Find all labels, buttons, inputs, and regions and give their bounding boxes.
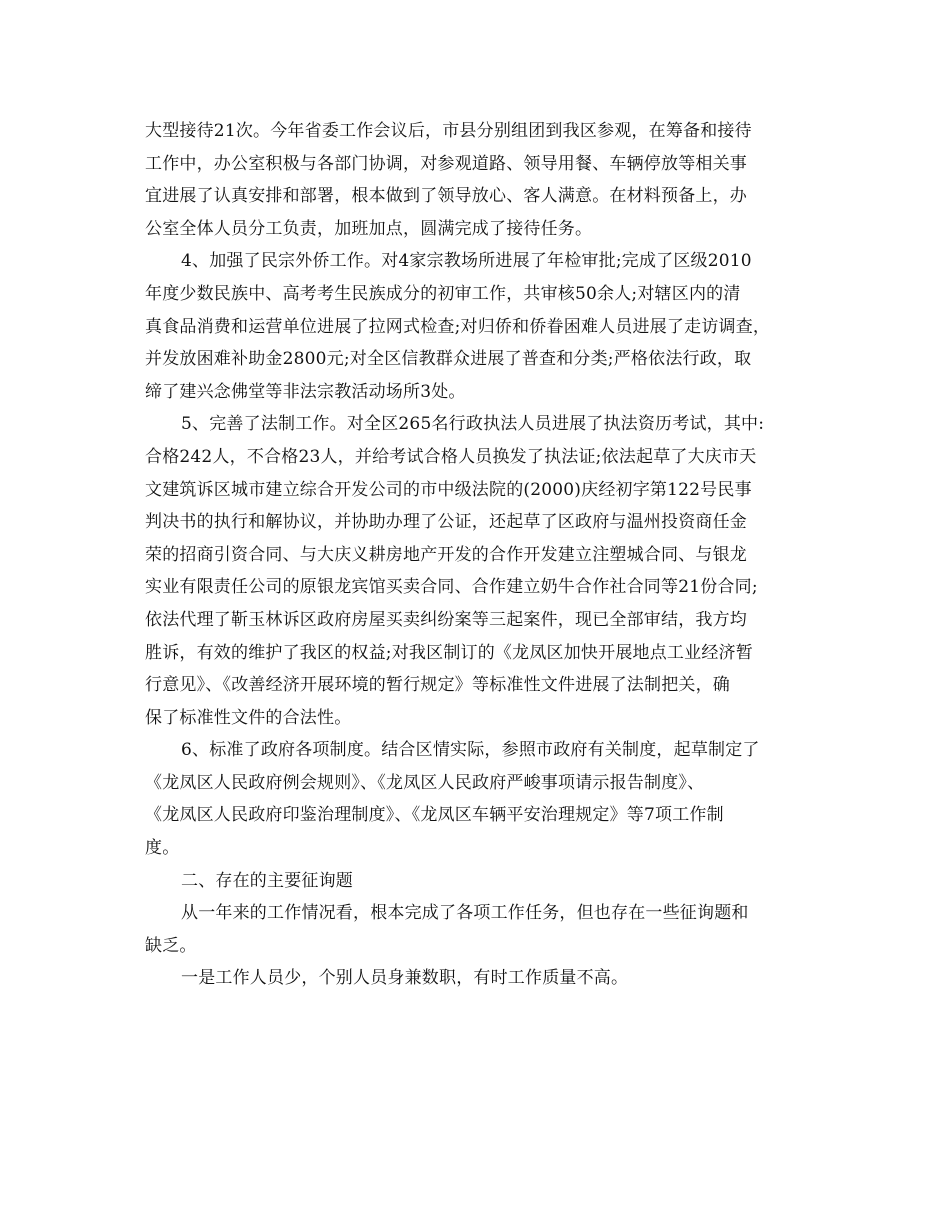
text-line: 工作中，办公室积极与各部门协调，对参观道路、领导用餐、车辆停放等相关事	[145, 153, 747, 174]
text-line: 文建筑诉区城市建立综合开发公司的市中级法院的(2000)庆经初字第122号民事	[145, 479, 752, 500]
text-line: 依法代理了靳玉林诉区政府房屋买卖纠纷案等三起案件，现已全部审结，我方均	[145, 609, 747, 630]
text-line: 大型接待21次。今年省委工作会议后，市县分别组团到我区参观，在筹备和接待	[145, 121, 752, 141]
text-line: 《龙凤区人民政府例会规则》、《龙凤区人民政府严峻事项请示报告制度》、	[145, 772, 705, 793]
text-line: 从一年来的工作情况看，根本完成了各项工作任务，但也存在一些征询题和	[181, 903, 749, 924]
text-line: 二、存在的主要征询题	[181, 870, 353, 891]
text-line: 判决书的执行和解协议，并协助办理了公证，还起草了区政府与温州投资商任金	[145, 512, 747, 533]
text-line: 保了标准性文件的合法性。	[145, 707, 352, 728]
text-line: 并发放困难补助金2800元;对全区信教群众进展了普查和分类;严格依法行政，取	[145, 349, 752, 370]
text-line: 一是工作人员少，个别人员身兼数职，有时工作质量不高。	[181, 968, 629, 989]
text-line: 年度少数民族中、高考考生民族成分的初审工作，共审核50余人;对辖区内的清	[145, 283, 741, 304]
text-line: 《龙凤区人民政府印鉴治理制度》、《龙凤区车辆平安治理规定》等7项工作制	[145, 805, 724, 826]
text-line: 真食品消费和运营单位进展了拉网式检查;对归侨和侨眷困难人员进展了走访调查，	[145, 316, 771, 337]
text-line: 合格242人，不合格23人，并给考试合格人员换发了执法证;依法起草了大庆市天	[145, 446, 757, 467]
text-line: 5、完善了法制工作。对全区265名行政执法人员进展了执法资历考试，其中:	[181, 414, 765, 435]
text-line: 4、加强了民宗外侨工作。对4家宗教场所进展了年检审批;完成了区级2010	[181, 251, 752, 272]
text-line: 公室全体人员分工负责，加班加点，圆满完成了接待任务。	[145, 218, 593, 239]
text-line: 实业有限责任公司的原银龙宾馆买卖合同、合作建立奶牛合作社合同等21份合同;	[145, 577, 758, 598]
document-body	[145, 115, 810, 995]
text-line: 缔了建兴念佛堂等非法宗教活动场所3处。	[145, 381, 466, 402]
text-line: 度。	[145, 838, 180, 859]
text-line: 6、标准了政府各项制度。结合区情实际，参照市政府有关制度，起草制定了	[181, 740, 760, 761]
text-line: 荣的招商引资合同、与大庆义耕房地产开发的合作开发建立注塑城合同、与银龙	[145, 544, 747, 565]
text-line: 行意见》、《改善经济开展环境的暂行规定》等标准性文件进展了法制把关，确	[145, 675, 730, 696]
text-line: 宜进展了认真安排和部署，根本做到了领导放心、客人满意。在材料预备上，办	[145, 186, 747, 207]
text-line: 缺乏。	[145, 935, 197, 956]
text-line: 胜诉，有效的维护了我区的权益;对我区制订的《龙凤区加快开展地点工业经济暂	[145, 642, 753, 663]
